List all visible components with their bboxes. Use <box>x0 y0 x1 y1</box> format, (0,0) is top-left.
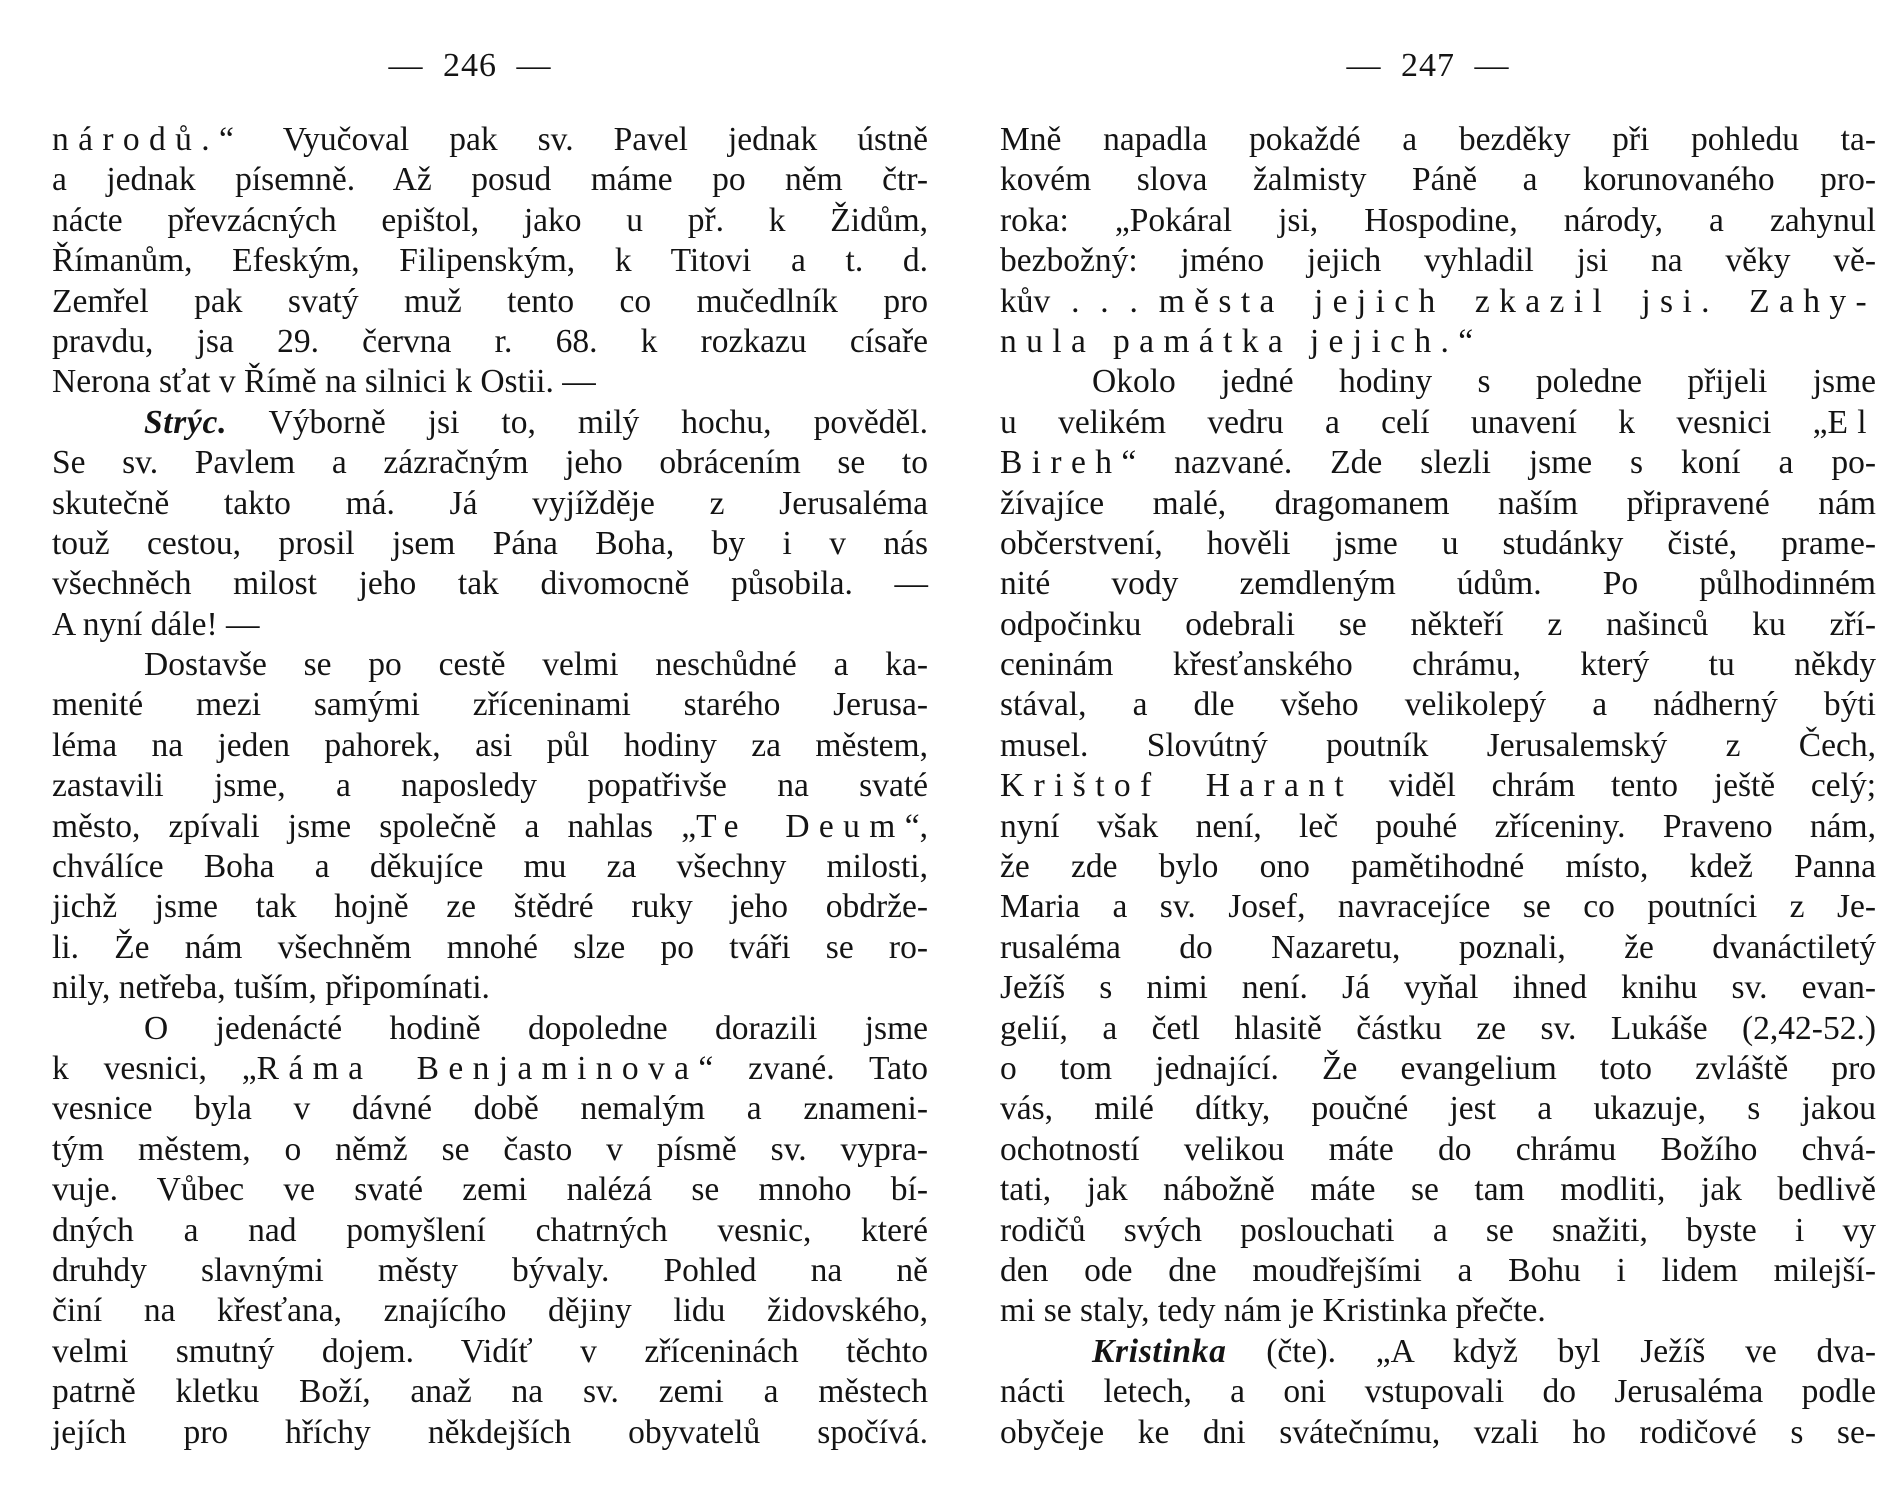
text-line <box>1000 1089 1876 1129</box>
text-line <box>52 1372 928 1412</box>
text-line <box>52 524 928 564</box>
page-number: 246 <box>443 47 497 84</box>
spaced-text: nula památka jejich. <box>1000 322 1459 360</box>
text-segment: touž cestou, prosil jsem Pána Boha, by i v nás <box>52 524 928 562</box>
text-segment: nácti letech, a oni vstupovali do Jerusaléma podle <box>1000 1373 1876 1411</box>
text-line <box>52 322 928 362</box>
text-line <box>1000 1170 1876 1210</box>
text-segment: Vyučoval pak sv. Pavel jednak ústně <box>243 121 928 158</box>
text-line <box>1000 362 1876 402</box>
spaced-text: Bireh <box>1000 444 1122 482</box>
text-segment: pravdu, jsa 29. června r. 68. k rozkazu císaře <box>52 322 928 360</box>
text-line <box>52 1089 928 1129</box>
page-number-dash: — <box>516 47 552 84</box>
text-segment: město, zpívali jsme společně a nahlas „ <box>52 807 697 845</box>
text-segment: A nyní dále! — <box>52 605 260 643</box>
text-segment: li. Že nám všechněm mnohé slze po tváři se ro- <box>52 928 928 966</box>
text-segment: musel. Slovútný poutník Jerusalemský z Čech, <box>1000 726 1876 764</box>
text-segment: stával, a dle všeho velikolepý a nádherný býti <box>1000 686 1876 724</box>
text-line <box>52 1211 928 1251</box>
text-line <box>52 887 928 927</box>
text-segment: Se sv. Pavlem a zázračným jeho obrácením se to <box>52 444 928 482</box>
page-number-dash: — <box>388 47 424 84</box>
text-segment: a jednak písemně. Až posud máme po něm čtr- <box>52 161 928 199</box>
text-segment: Okolo jedné hodiny s poledne přijeli jsme <box>1092 363 1876 401</box>
text-segment: u velikém vedru a celí unavení k vesnici „ <box>1000 403 1828 441</box>
text-segment: k vesnici, „ <box>52 1049 257 1087</box>
text-line <box>1000 726 1876 766</box>
text-line <box>1000 1049 1876 1089</box>
text-line <box>1000 403 1876 443</box>
text-segment: nácte převzácných epištol, jako u př. k Židům, <box>52 201 928 239</box>
text-line <box>52 282 928 322</box>
spaced-text: Te Deum <box>696 807 905 845</box>
text-segment: druhdy slavnými městy bývaly. Pohled na ně <box>52 1251 928 1289</box>
text-line <box>52 1130 928 1170</box>
text-line <box>52 160 928 200</box>
text-line <box>1000 120 1876 160</box>
text-segment: léma na jeden pahorek, asi půl hodiny za městem, <box>52 726 928 764</box>
text-segment: dných a nad pomyšlení chatrných vesnic, které <box>52 1211 928 1249</box>
text-line <box>52 968 928 1008</box>
text-segment: ceninám křesťanského chrámu, který tu někdy <box>1000 646 1876 684</box>
text-line <box>52 201 928 241</box>
page-number-header <box>52 40 928 92</box>
text-line <box>1000 1009 1876 1049</box>
text-segment: “ <box>1458 322 1474 360</box>
text-segment: patrně kletku Boží, anaž na sv. zemi a městech <box>52 1373 928 1411</box>
text-line <box>1000 201 1876 241</box>
text-segment: vuje. Vůbec ve svaté zemi nalézá se mnoho bí- <box>52 1171 928 1209</box>
text-segment: Mně napadla pokaždé a bezděky při pohledu ta- <box>1000 121 1876 158</box>
text-line <box>52 1332 928 1372</box>
spaced-text: Ráma Benjaminova <box>256 1049 699 1087</box>
page-text <box>1000 120 1876 1453</box>
text-line <box>1000 1211 1876 1251</box>
text-line <box>52 1009 928 1049</box>
text-line <box>52 807 928 847</box>
text-line <box>1000 807 1876 847</box>
text-line <box>1000 564 1876 604</box>
text-line <box>1000 685 1876 725</box>
text-segment: Ježíš s nimi není. Já vyňal ihned knihu sv. evan- <box>1000 969 1876 1007</box>
text-segment: rusaléma do Nazaretu, poznali, že dvanáctiletý <box>1000 928 1876 966</box>
text-segment: gelií, a četl hlasitě částku ze sv. Lukáše (2,42-52.) <box>1000 1009 1876 1047</box>
text-segment: ochotností velikou máte do chrámu Božího chvá- <box>1000 1130 1876 1168</box>
text-segment: bezbožný: jméno jejich vyhladil jsi na věky vě- <box>1000 242 1876 280</box>
right-page <box>1000 40 1876 1453</box>
page-text <box>52 120 928 1453</box>
text-segment: Římanům, Efeským, Filipenským, k Titovi a t. d. <box>52 242 928 280</box>
page-number-header <box>1000 40 1876 92</box>
text-line <box>1000 968 1876 1008</box>
text-line <box>1000 1413 1876 1453</box>
spaced-text: El <box>1827 403 1876 441</box>
text-line <box>52 726 928 766</box>
text-line <box>52 241 928 281</box>
text-line <box>1000 847 1876 887</box>
text-line <box>1000 1291 1876 1331</box>
text-segment: O jedenácté hodině dopoledne dorazili jsme <box>144 1009 928 1047</box>
text-segment: obyčeje ke dni svátečnímu, vzali ho rodičové s se- <box>1000 1413 1876 1451</box>
text-line <box>1000 1251 1876 1291</box>
text-line <box>1000 766 1876 806</box>
text-line <box>52 403 928 443</box>
text-line <box>52 484 928 524</box>
text-segment: jichž jsme tak hojně ze štědré ruky jeho obdrže- <box>52 888 928 926</box>
text-segment: o tom jednající. Že evangelium toto zvláště pro <box>1000 1049 1876 1087</box>
text-segment: odpočinku odebrali se někteří z našinců ku zří- <box>1000 605 1876 643</box>
text-line <box>52 1049 928 1089</box>
spaced-text: Krištof Harant <box>1000 767 1354 805</box>
text-line <box>52 1291 928 1331</box>
text-line <box>1000 443 1876 483</box>
text-line <box>1000 928 1876 968</box>
text-line <box>1000 605 1876 645</box>
text-line <box>1000 241 1876 281</box>
text-segment: skutečně takto má. Já vyjížděje z Jerusaléma <box>52 484 928 522</box>
text-segment: vás, milé dítky, poučné jest a ukazuje, s jakou <box>1000 1090 1876 1128</box>
page-number-dash: — <box>1474 47 1510 84</box>
text-segment: chválíce Boha a děkujíce mu za všechny milosti, <box>52 848 928 886</box>
text-line <box>1000 645 1876 685</box>
text-segment: viděl chrám tento ještě celý; <box>1353 767 1876 805</box>
text-segment: jejích pro hříchy někdejších obyvatelů spočívá. <box>52 1413 928 1451</box>
text-line <box>1000 1332 1876 1372</box>
page-number-dash: — <box>1346 47 1382 84</box>
text-line <box>1000 887 1876 927</box>
page-number: 247 <box>1401 47 1455 84</box>
text-line <box>1000 322 1876 362</box>
text-segment: nily, netřeba, tuším, připomínati. <box>52 969 490 1007</box>
text-segment: “ nazvané. Zde slezli jsme s koní a po- <box>1121 444 1876 482</box>
text-line <box>1000 1130 1876 1170</box>
text-line <box>52 1413 928 1453</box>
text-segment: všechněch milost jeho tak divomocně působila. — <box>52 565 928 603</box>
text-segment: Nerona sťat v Římě na silnici k Ostii. — <box>52 363 596 401</box>
text-segment: (čte). „A když byl Ježíš ve dva- <box>1226 1332 1876 1370</box>
text-segment: “ zvané. Tato <box>698 1049 929 1087</box>
text-line <box>52 645 928 685</box>
text-segment: rodičů svých poslouchati a se snažiti, byste i vy <box>1000 1211 1876 1249</box>
text-line <box>52 362 928 402</box>
speaker-name: Kristinka <box>1092 1332 1227 1370</box>
text-segment: menité mezi samými zříceninami starého Jerusa- <box>52 686 928 724</box>
text-segment: tati, jak nábožně máte se tam modliti, jak bedlivě <box>1000 1171 1876 1209</box>
text-line <box>52 766 928 806</box>
text-line <box>52 928 928 968</box>
text-line <box>52 1251 928 1291</box>
left-page <box>52 40 928 1453</box>
text-segment: Výborně jsi to, milý hochu, pověděl. <box>227 403 928 441</box>
text-line <box>1000 524 1876 564</box>
spaced-text: města jejich zkazil jsi. Zahy- <box>1158 282 1876 320</box>
text-line <box>52 120 928 160</box>
text-line <box>1000 1372 1876 1412</box>
text-segment: mi se staly, tedy nám je Kristinka přečte. <box>1000 1292 1546 1330</box>
text-line <box>1000 160 1876 200</box>
text-line <box>52 443 928 483</box>
text-segment: nité vody zemdleným údům. Po půlhodinném <box>1000 565 1876 603</box>
spaced-text: národů.“ <box>52 121 244 158</box>
text-line <box>52 605 928 645</box>
text-segment: vesnice byla v dávné době nemalým a znameni- <box>52 1090 928 1128</box>
text-segment: kův . . . <box>1000 282 1159 320</box>
text-line <box>1000 282 1876 322</box>
text-segment: Maria a sv. Josef, navracejíce se co poutníci z Je- <box>1000 888 1876 926</box>
text-segment: roka: „Pokáral jsi, Hospodine, národy, a zahynul <box>1000 201 1876 239</box>
text-segment: žívajíce malé, dragomanem naším připravené nám <box>1000 484 1876 522</box>
text-segment: “, <box>904 807 928 845</box>
speaker-name: Strýc. <box>144 403 228 441</box>
text-line <box>52 847 928 887</box>
text-segment: že zde bylo ono pamětihodné místo, kdež Panna <box>1000 848 1876 886</box>
text-segment: kovém slova žalmisty Páně a korunovaného pro- <box>1000 161 1876 199</box>
text-line <box>1000 484 1876 524</box>
text-segment: občerstvení, hověli jsme u studánky čisté, prame- <box>1000 524 1876 562</box>
text-line <box>52 1170 928 1210</box>
text-segment: Dostavše se po cestě velmi neschůdné a ka- <box>144 646 928 684</box>
text-segment: nyní však není, leč pouhé zříceniny. Praveno nám, <box>1000 807 1876 845</box>
text-line <box>52 564 928 604</box>
text-segment: zastavili jsme, a naposledy popatřivše na svaté <box>52 767 928 805</box>
text-segment: tým městem, o němž se často v písmě sv. vypra- <box>52 1130 928 1168</box>
text-segment: velmi smutný dojem. Vidíť v zříceninách těchto <box>52 1332 928 1370</box>
text-segment: den ode dne moudřejšími a Bohu i lidem milejší- <box>1000 1251 1876 1289</box>
text-line <box>52 685 928 725</box>
text-segment: činí na křesťana, znajícího dějiny lidu židovského, <box>52 1292 928 1330</box>
text-segment: Zemřel pak svatý muž tento co mučedlník pro <box>52 282 928 320</box>
